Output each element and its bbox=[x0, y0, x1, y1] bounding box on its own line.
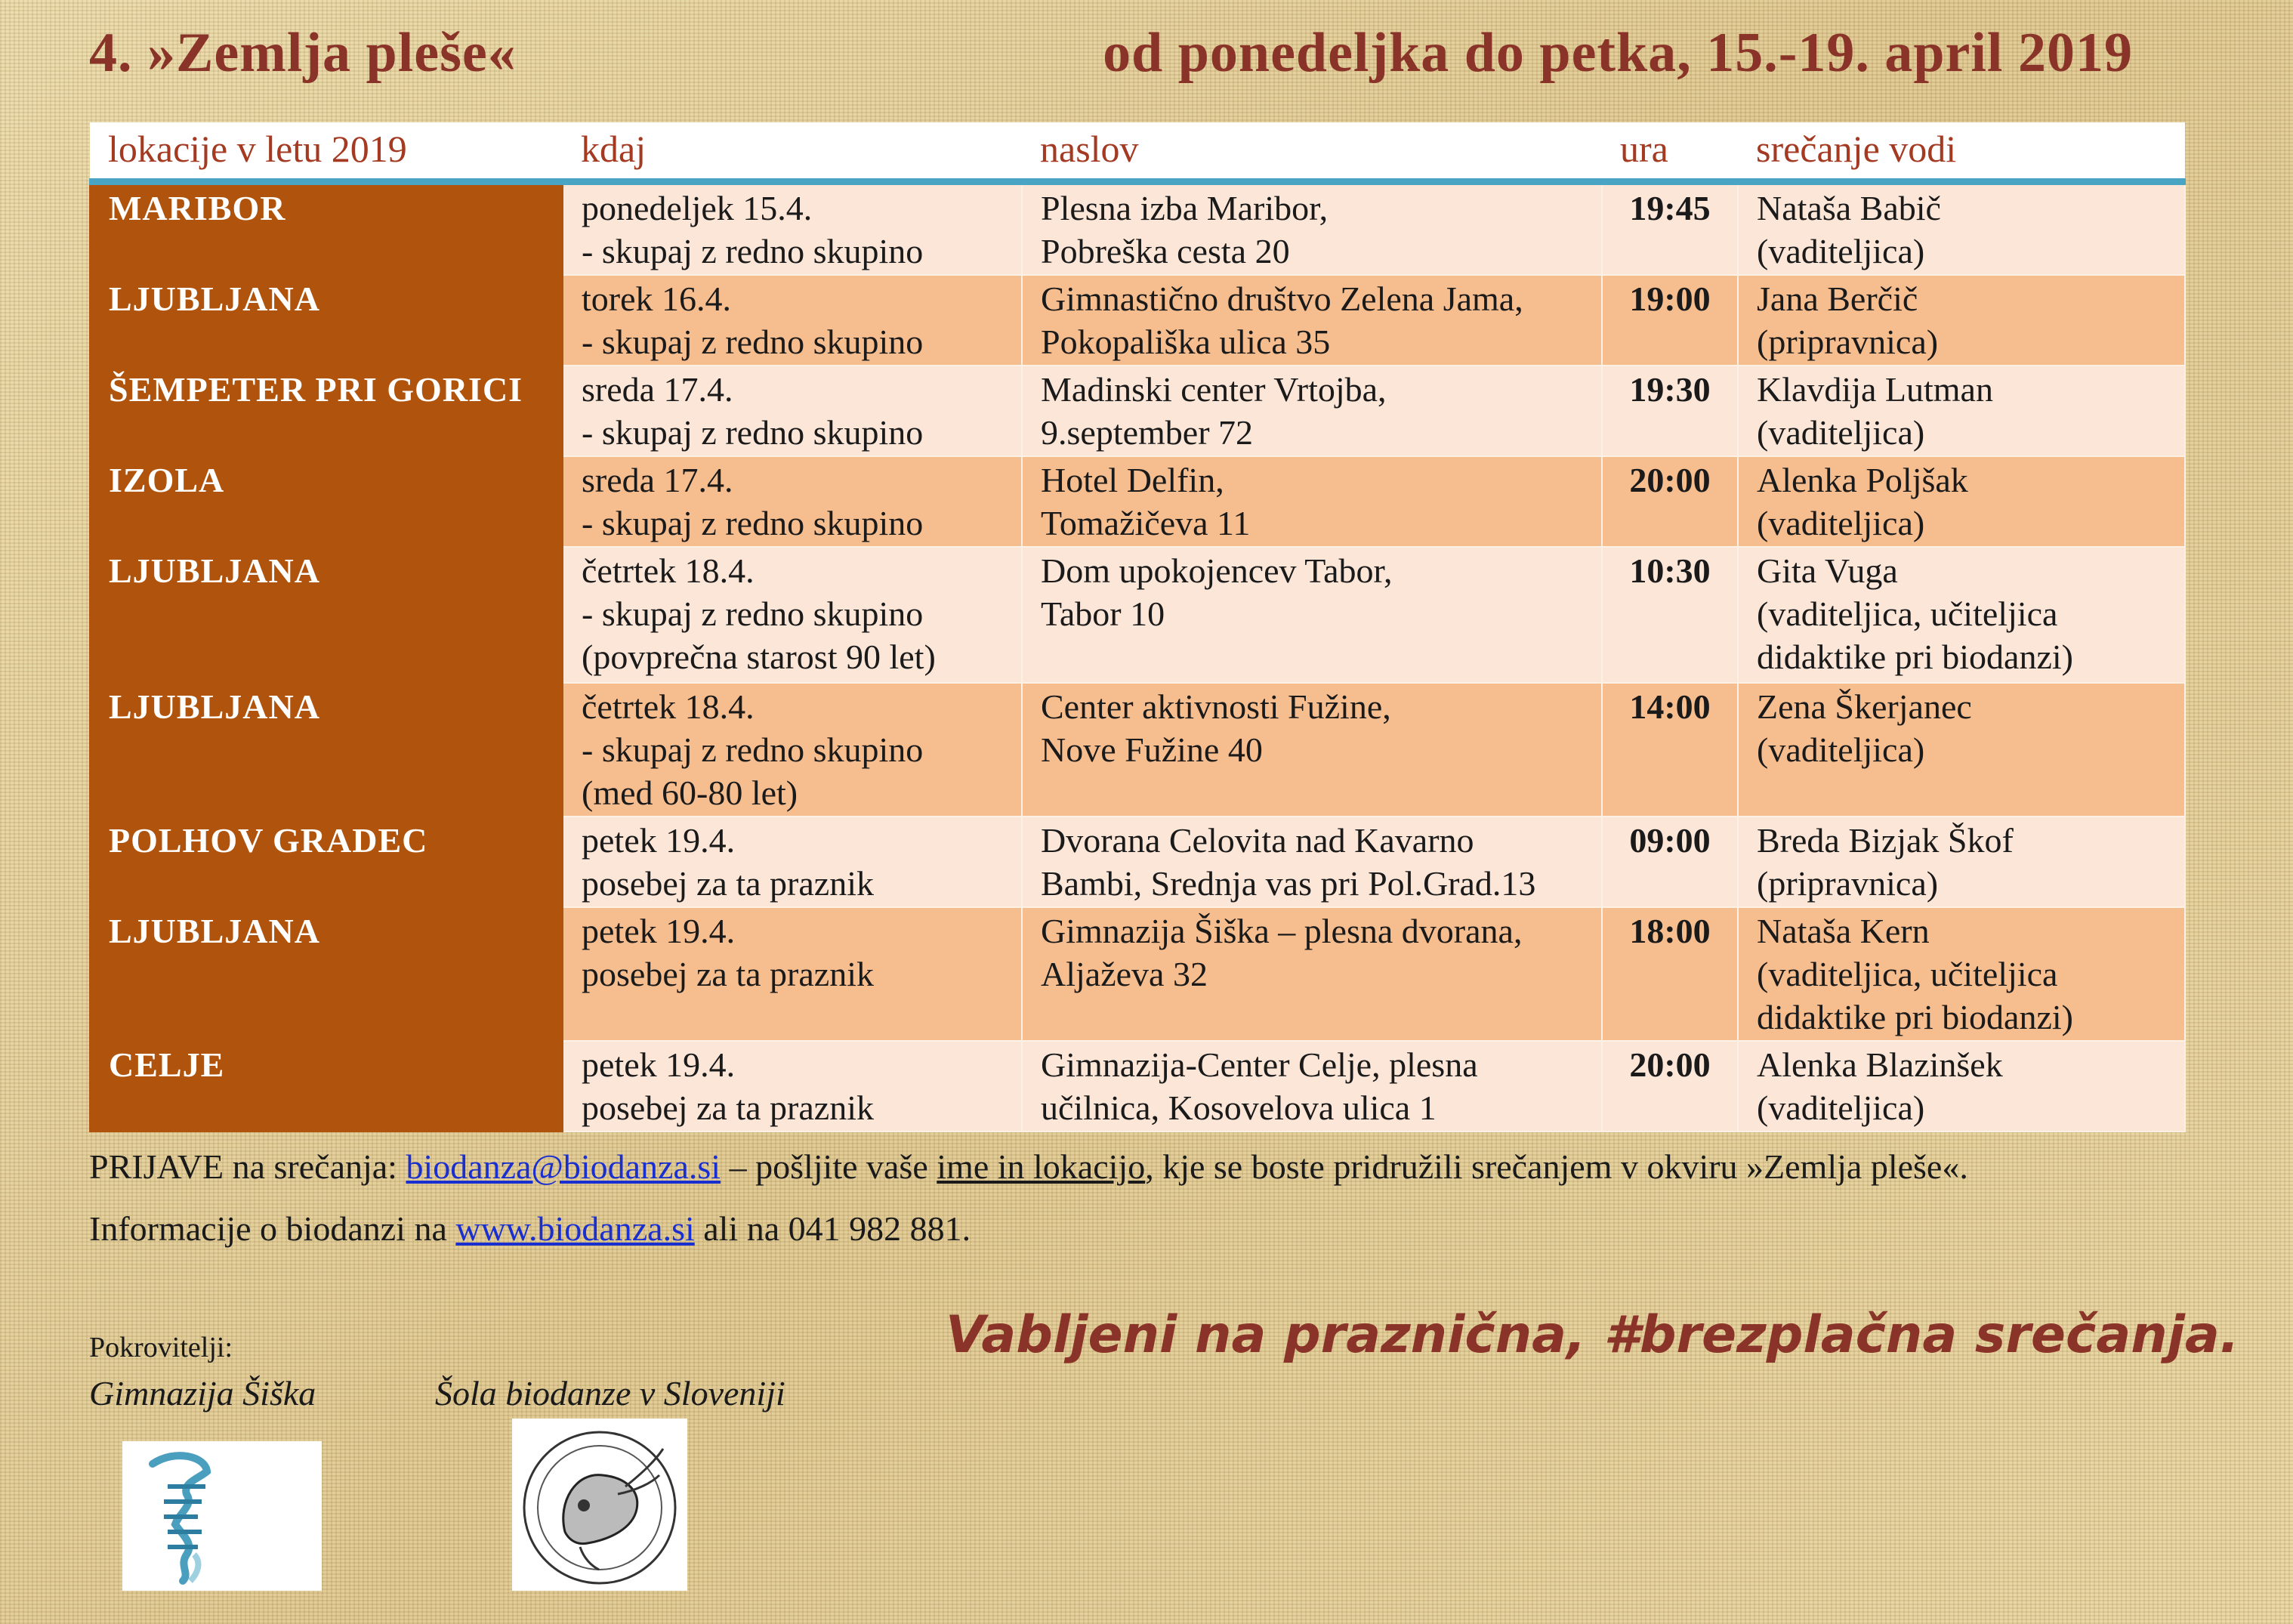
table-row bbox=[90, 683, 2185, 817]
info-prefix: Informacije o biodanzi na bbox=[89, 1209, 456, 1248]
table-row bbox=[90, 1041, 2185, 1132]
when-cell-line: - skupaj z redno skupino bbox=[582, 323, 924, 361]
table-row bbox=[90, 456, 2185, 547]
leader-cell bbox=[1738, 547, 2185, 683]
location-cell: LJUBLJANA bbox=[90, 907, 563, 1041]
when-cell-line: ponedeljek 15.4. bbox=[582, 189, 813, 227]
leader-cell-line: didaktike pri biodanzi) bbox=[1757, 998, 2073, 1036]
table-row bbox=[90, 275, 2185, 366]
leader-cell-line: (pripravnica) bbox=[1757, 864, 1939, 903]
address-cell-line: Tabor 10 bbox=[1041, 594, 1165, 633]
leader-cell bbox=[1738, 1041, 2185, 1132]
leader-cell-line: (vaditeljica) bbox=[1757, 730, 1925, 769]
table-row bbox=[90, 366, 2185, 456]
address-cell-line: Plesna izba Maribor, bbox=[1041, 189, 1329, 227]
leader-cell bbox=[1738, 456, 2185, 547]
leader-cell-line: (vaditeljica, učiteljica bbox=[1757, 955, 2058, 993]
when-cell-line: - skupaj z redno skupino bbox=[582, 413, 924, 452]
leader-cell-line: Zena Škerjanec bbox=[1757, 687, 1972, 726]
table-row bbox=[90, 817, 2185, 907]
address-cell bbox=[1022, 275, 1602, 366]
when-cell bbox=[563, 817, 1022, 907]
address-cell-line: učilnica, Kosovelova ulica 1 bbox=[1041, 1088, 1437, 1127]
when-cell-line: - skupaj z redno skupino bbox=[582, 594, 924, 633]
when-cell-line: posebej za ta praznik bbox=[582, 864, 874, 903]
gimnazija-logo-icon bbox=[122, 1441, 322, 1591]
address-cell bbox=[1022, 907, 1602, 1041]
registration-prefix: PRIJAVE na srečanja: bbox=[89, 1147, 406, 1186]
when-cell-line: sreda 17.4. bbox=[582, 461, 733, 499]
when-cell-line: petek 19.4. bbox=[582, 1045, 736, 1084]
address-cell bbox=[1022, 182, 1602, 276]
leader-cell bbox=[1738, 182, 2185, 276]
time-cell: 14:00 bbox=[1602, 683, 1738, 817]
when-cell-line: petek 19.4. bbox=[582, 912, 736, 950]
address-cell-line: Gimnazija Šiška – plesna dvorana, bbox=[1041, 912, 1523, 950]
when-cell-line: - skupaj z redno skupino bbox=[582, 504, 924, 542]
address-cell-line: Center aktivnosti Fužine, bbox=[1041, 687, 1391, 726]
address-cell-line: Nove Fužine 40 bbox=[1041, 730, 1263, 769]
sola-biodanze-logo-icon bbox=[512, 1419, 687, 1591]
address-cell-line: Hotel Delfin, bbox=[1041, 461, 1224, 499]
page-title: 4. »Zemlja pleše« bbox=[89, 22, 517, 84]
leader-cell-line: Alenka Blazinšek bbox=[1757, 1045, 2003, 1084]
location-cell: CELJE bbox=[90, 1041, 563, 1132]
leader-cell-line: (vaditeljica) bbox=[1757, 232, 1925, 270]
leader-cell bbox=[1738, 817, 2185, 907]
address-cell-line: Aljaževa 32 bbox=[1041, 955, 1208, 993]
invitation-text: Vabljeni na praznična, #brezplačna srečanja. bbox=[946, 1305, 2239, 1365]
table-row bbox=[90, 907, 2185, 1041]
time-cell: 10:30 bbox=[1602, 547, 1738, 683]
when-cell bbox=[563, 683, 1022, 817]
when-cell bbox=[563, 1041, 1022, 1132]
leader-cell-line: (vaditeljica, učiteljica bbox=[1757, 594, 2058, 633]
column-header: ura bbox=[1602, 122, 1738, 182]
registration-suffix: , kje se boste pridružili srečanjem v okviru »Zemlja pleše«. bbox=[1145, 1147, 1968, 1186]
when-cell bbox=[563, 456, 1022, 547]
column-header: lokacije v letu 2019 bbox=[90, 122, 563, 182]
when-cell-line: četrtek 18.4. bbox=[582, 551, 755, 590]
leader-cell bbox=[1738, 366, 2185, 456]
address-cell-line: Madinski center Vrtojba, bbox=[1041, 370, 1387, 409]
registration-line bbox=[89, 1147, 1968, 1187]
location-cell: MARIBOR bbox=[90, 182, 563, 276]
address-cell-line: Bambi, Srednja vas pri Pol.Grad.13 bbox=[1041, 864, 1536, 903]
address-cell-line: Pobreška cesta 20 bbox=[1041, 232, 1290, 270]
leader-cell-line: Nataša Kern bbox=[1757, 912, 1930, 950]
location-cell: LJUBLJANA bbox=[90, 547, 563, 683]
address-cell bbox=[1022, 1041, 1602, 1132]
when-cell-line: sreda 17.4. bbox=[582, 370, 733, 409]
address-cell bbox=[1022, 547, 1602, 683]
location-cell: LJUBLJANA bbox=[90, 683, 563, 817]
sola-biodanze-logo bbox=[512, 1419, 687, 1591]
when-cell-line: - skupaj z redno skupino bbox=[582, 232, 924, 270]
when-cell bbox=[563, 907, 1022, 1041]
gimnazija-siska-logo bbox=[122, 1441, 322, 1591]
when-cell-line: (med 60-80 let) bbox=[582, 773, 798, 812]
time-cell: 19:45 bbox=[1602, 182, 1738, 276]
address-cell-line: Gimnastično društvo Zelena Jama, bbox=[1041, 279, 1523, 318]
address-cell-line: Dvorana Celovita nad Kavarno bbox=[1041, 821, 1474, 860]
leader-cell bbox=[1738, 907, 2185, 1041]
schedule-table-wrap bbox=[89, 122, 2184, 1132]
time-cell: 19:00 bbox=[1602, 275, 1738, 366]
schedule-table bbox=[89, 122, 2186, 1132]
leader-cell bbox=[1738, 683, 2185, 817]
when-cell bbox=[563, 366, 1022, 456]
sponsors-label: Pokrovitelji: bbox=[89, 1332, 233, 1363]
when-cell-line: petek 19.4. bbox=[582, 821, 736, 860]
leader-cell-line: Alenka Poljšak bbox=[1757, 461, 1968, 499]
location-cell: IZOLA bbox=[90, 456, 563, 547]
time-cell: 18:00 bbox=[1602, 907, 1738, 1041]
leader-cell-line: (pripravnica) bbox=[1757, 323, 1939, 361]
leader-cell-line: (vaditeljica) bbox=[1757, 413, 1925, 452]
leader-cell-line: (vaditeljica) bbox=[1757, 504, 1925, 542]
when-cell-line: četrtek 18.4. bbox=[582, 687, 755, 726]
when-cell bbox=[563, 275, 1022, 366]
info-line bbox=[89, 1209, 971, 1249]
column-header: srečanje vodi bbox=[1738, 122, 2185, 182]
sponsor-name: Šola biodanze v Sloveniji bbox=[435, 1374, 785, 1413]
address-cell bbox=[1022, 817, 1602, 907]
leader-cell-line: Breda Bizjak Škof bbox=[1757, 821, 2014, 860]
info-suffix: ali na 041 982 881. bbox=[694, 1209, 971, 1248]
time-cell: 09:00 bbox=[1602, 817, 1738, 907]
table-header-row bbox=[90, 122, 2185, 182]
address-cell bbox=[1022, 366, 1602, 456]
location-cell: POLHOV GRADEC bbox=[90, 817, 563, 907]
website-link[interactable]: www.biodanza.si bbox=[455, 1209, 695, 1248]
table-row bbox=[90, 547, 2185, 683]
address-cell-line: Pokopališka ulica 35 bbox=[1041, 323, 1331, 361]
address-cell bbox=[1022, 683, 1602, 817]
registration-underlined: ime in lokacijo bbox=[937, 1147, 1146, 1186]
registration-middle: – pošljite vaše bbox=[721, 1147, 937, 1186]
sponsor-name: Gimnazija Šiška bbox=[89, 1374, 316, 1413]
time-cell: 20:00 bbox=[1602, 456, 1738, 547]
address-cell-line: Gimnazija-Center Celje, plesna bbox=[1041, 1045, 1478, 1084]
address-cell bbox=[1022, 456, 1602, 547]
when-cell-line: posebej za ta praznik bbox=[582, 1088, 874, 1127]
leader-cell-line: Gita Vuga bbox=[1757, 551, 1898, 590]
table-body bbox=[90, 182, 2185, 1132]
column-header: naslov bbox=[1022, 122, 1602, 182]
table-row bbox=[90, 182, 2185, 276]
when-cell bbox=[563, 182, 1022, 276]
location-cell: LJUBLJANA bbox=[90, 275, 563, 366]
when-cell-line: - skupaj z redno skupino bbox=[582, 730, 924, 769]
when-cell-line: posebej za ta praznik bbox=[582, 955, 874, 993]
time-cell: 19:30 bbox=[1602, 366, 1738, 456]
email-link[interactable]: biodanza@biodanza.si bbox=[406, 1147, 721, 1186]
leader-cell-line: didaktike pri biodanzi) bbox=[1757, 638, 2073, 676]
column-header: kdaj bbox=[563, 122, 1022, 182]
when-cell bbox=[563, 547, 1022, 683]
when-cell-line: (povprečna starost 90 let) bbox=[582, 638, 936, 676]
location-cell: ŠEMPETER PRI GORICI bbox=[90, 366, 563, 456]
leader-cell-line: Klavdija Lutman bbox=[1757, 370, 1993, 409]
address-cell-line: Tomažičeva 11 bbox=[1041, 504, 1251, 542]
time-cell: 20:00 bbox=[1602, 1041, 1738, 1132]
leader-cell-line: Jana Berčič bbox=[1757, 279, 1918, 318]
address-cell-line: Dom upokojencev Tabor, bbox=[1041, 551, 1393, 590]
leader-cell bbox=[1738, 275, 2185, 366]
page-dates: od ponedeljka do petka, 15.-19. april 2019 bbox=[1103, 22, 2133, 84]
leader-cell-line: Nataša Babič bbox=[1757, 189, 1941, 227]
leader-cell-line: (vaditeljica) bbox=[1757, 1088, 1925, 1127]
address-cell-line: 9.september 72 bbox=[1041, 413, 1254, 452]
when-cell-line: torek 16.4. bbox=[582, 279, 732, 318]
